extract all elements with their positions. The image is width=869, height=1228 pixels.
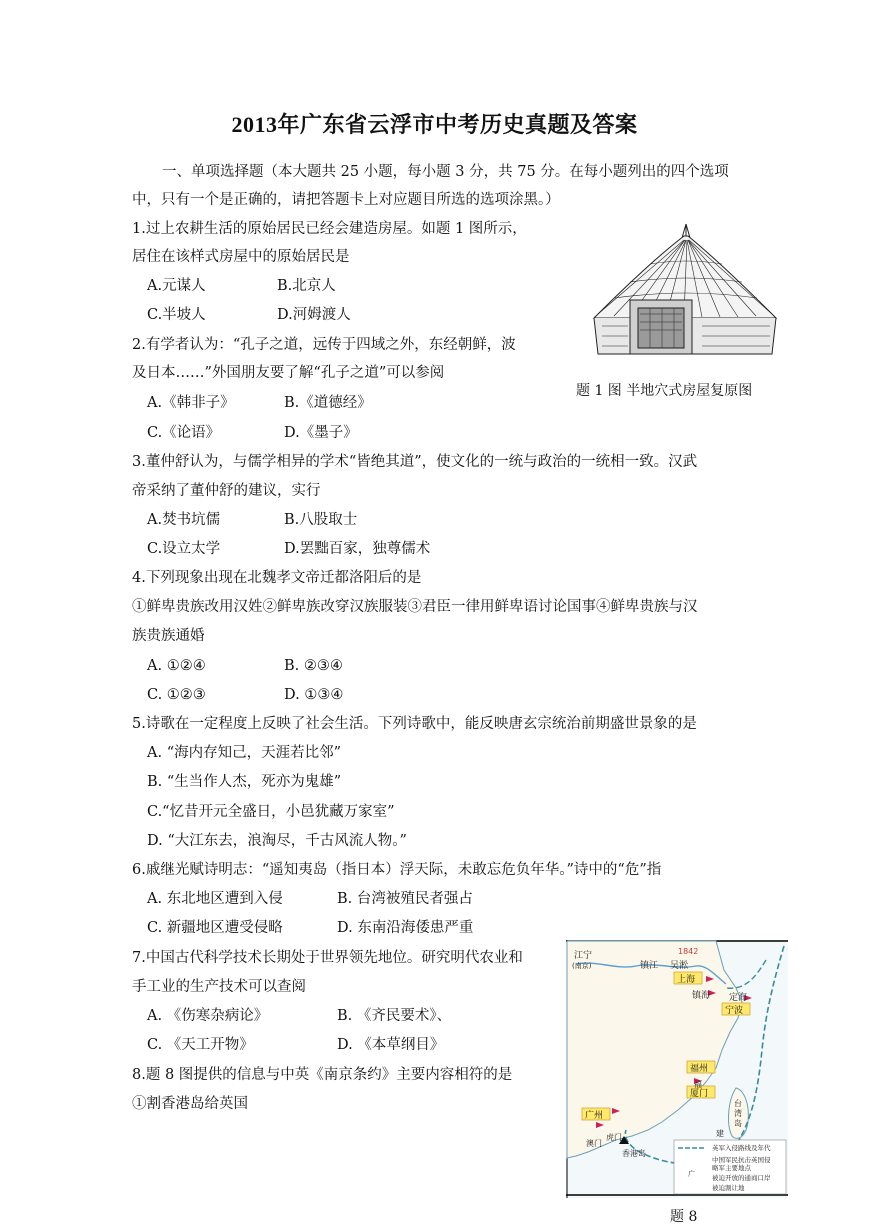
q6-option-c: C. 新疆地区遭受侵略	[147, 920, 283, 936]
q4-stem-line-3: 族贵族通婚	[132, 628, 205, 644]
q6-option-a: A. 东北地区遭到入侵	[147, 891, 283, 907]
q3-stem-line-2: 帝采纳了董仲舒的建议，实行	[132, 483, 321, 499]
q2-option-d: D.《墨子》	[284, 425, 358, 441]
map-label-fuzhou: 福州	[690, 1064, 709, 1074]
map-label-humen: 虎门	[606, 1133, 622, 1142]
q5-option-b: B. “生当作人杰，死亦为鬼雄”	[147, 774, 342, 790]
q4-option-c: C. ①②③	[147, 687, 206, 703]
q8-stem-line-2: ①割香港岛给英国	[132, 1096, 248, 1112]
map-label-ningbo: 宁波	[725, 1006, 744, 1016]
map-label-wan: 湾	[734, 1109, 742, 1118]
map-label-dinghai: 定海	[729, 993, 748, 1003]
q1-option-d: D.河姆渡人	[277, 307, 351, 323]
q8-stem-line-1: 8.题 8 图提供的信息与中英《南京条约》主要内容相符的是	[132, 1067, 513, 1083]
map-label-guangzhou: 广州	[585, 1111, 604, 1121]
q3-option-d: D.罢黜百家，独尊儒术	[284, 541, 431, 557]
map-label-xianggang: 香港岛	[622, 1149, 646, 1158]
map-legend-guang: 广	[688, 1170, 695, 1178]
q3-option-b: B.八股取士	[284, 512, 358, 528]
q5-option-c: C.“忆昔开元全盛日，小邑犹藏万家室”	[147, 804, 395, 820]
map-legend-route: 英军入侵路线及年代	[712, 1144, 771, 1152]
q6-option-b: B. 台湾被殖民者强占	[337, 891, 473, 907]
q7-option-a: A. 《伤寒杂病论》	[147, 1008, 269, 1024]
figure-8-caption: 题 8	[670, 1209, 698, 1225]
map-label-nanjing: (南京)	[572, 962, 592, 970]
figure-1-caption: 题 1 图 半地穴式房屋复原图	[576, 383, 753, 399]
map-legend-ports: 被迫开放的通商口岸	[712, 1174, 771, 1182]
instructions-line-2: 中，只有一个是正确的，请把答题卡上对应题目所选的选项涂黑。）	[132, 192, 560, 208]
q1-option-b: B.北京人	[277, 278, 336, 294]
q5-option-d: D. “大江东去，浪淘尽，千古风流人物。”	[147, 833, 407, 849]
map-label-fu: 福	[694, 1080, 702, 1089]
map-legend-resist-1: 中国军民抗击英国侵	[712, 1156, 771, 1164]
q6-option-d: D. 东南沿海倭患严重	[337, 920, 474, 936]
q7-stem-line-2: 手工业的生产技术可以查阅	[132, 979, 306, 995]
map-label-jiangning: 江宁	[574, 951, 593, 961]
map-label-xiamen: 厦门	[690, 1089, 709, 1099]
q4-option-d: D. ①③④	[284, 687, 344, 703]
q6-stem-line-1: 6.戚继光赋诗明志：“遥知夷岛（指日本）浮天际，未敢忘危负年华。”诗中的“危”指	[132, 862, 662, 878]
figure-1-hut-illustration	[590, 222, 780, 357]
q2-option-b: B.《道德经》	[284, 395, 372, 411]
map-label-zhenjiang: 镇江	[640, 961, 659, 971]
q4-stem-line-2: ①鲜卑贵族改用汉姓②鲜卑族改穿汉族服装③君臣一律用鲜卑语讨论国事④鲜卑贵族与汉	[132, 599, 698, 615]
map-label-year: 1842	[678, 947, 699, 956]
map-label-shanghai: 上海	[677, 975, 696, 985]
q2-stem-line-2: 及日本……”外国朋友要了解“孔子之道”可以参阅	[132, 365, 445, 381]
map-legend-ceded: 被迫割让地	[712, 1184, 745, 1192]
map-label-zhenhai: 镇海	[692, 991, 711, 1001]
page-title: 2013年广东省云浮市中考历史真题及答案	[231, 112, 638, 137]
q7-option-b: B. 《齐民要术》、	[337, 1008, 452, 1024]
q5-stem-line-1: 5.诗歌在一定程度上反映了社会生活。下列诗歌中，能反映唐玄宗统治前期盛世景象的是	[132, 716, 697, 732]
map-label-aomen: 澳门	[586, 1139, 602, 1148]
q7-option-d: D. 《本草纲目》	[337, 1037, 445, 1053]
q4-option-b: B. ②③④	[284, 658, 343, 674]
q2-stem-line-1: 2.有学者认为：“孔子之道，远传于四域之外，东经朝鲜，波	[132, 337, 516, 353]
q3-option-a: A.焚书坑儒	[147, 512, 221, 528]
q4-option-a: A. ①②④	[147, 658, 206, 674]
q7-stem-line-1: 7.中国古代科学技术长期处于世界领先地位。研究明代农业和	[132, 950, 523, 966]
map-label-dao: 岛	[734, 1119, 742, 1128]
q3-stem-line-1: 3.董仲舒认为，与儒学相异的学术“皆绝其道”，使文化的一统与政治的一统相一致。汉武	[132, 454, 698, 470]
q4-stem-line-1: 4.下列现象出现在北魏孝文帝迁都洛阳后的是	[132, 570, 422, 586]
figure-8-map	[566, 940, 788, 1198]
q7-option-c: C. 《天工开物》	[147, 1037, 254, 1053]
q3-option-c: C.设立太学	[147, 541, 221, 557]
q1-stem-line-1: 1.过上农耕生活的原始居民已经会建造房屋。如题 1 图所示，	[132, 221, 527, 237]
q2-option-a: A.《韩非子》	[147, 395, 235, 411]
map-label-jian: 建	[716, 1129, 724, 1138]
q1-option-c: C.半坡人	[147, 307, 206, 323]
q1-option-a: A.元谋人	[147, 278, 206, 294]
q2-option-c: C.《论语》	[147, 425, 221, 441]
map-legend-resist-2: 略军主要地点	[712, 1164, 751, 1172]
q1-stem-line-2: 居住在该样式房屋中的原始居民是	[132, 249, 350, 265]
instructions-line-1: 一、单项选择题（本大题共 25 小题，每小题 3 分，共 75 分。在每小题列出的四个选项	[162, 164, 729, 180]
map-label-wusong: 吴淞	[670, 961, 689, 971]
q5-option-a: A. “海内存知己，天涯若比邻”	[147, 745, 342, 761]
map-label-tai: 台	[734, 1099, 742, 1108]
